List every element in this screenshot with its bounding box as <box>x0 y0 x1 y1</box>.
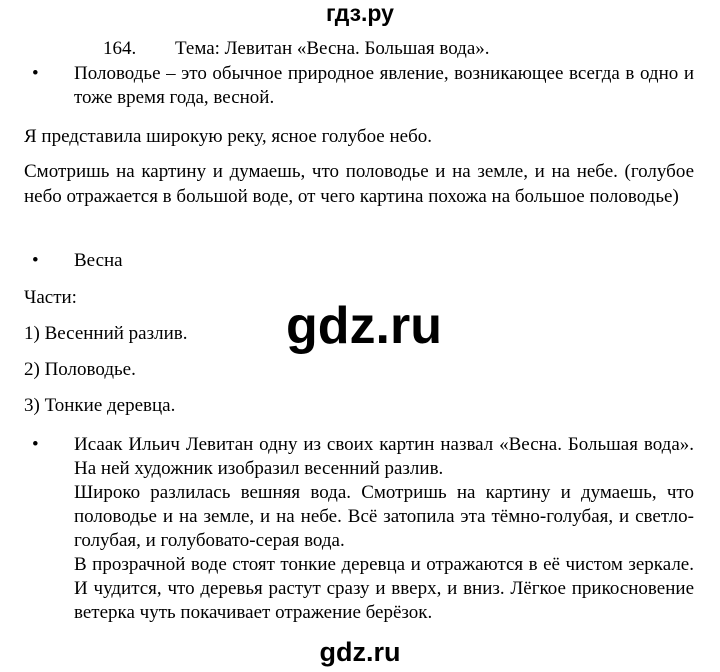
bullet-text-levitan-3: В прозрачной воде стоят тонкие деревца и отражаются в её чистом зеркале. И чудится, что деревья растут сразу и вверх, и вниз. Лёгкое прикосновение ветерка чуть покачивает отражение берёзок. <box>74 554 694 623</box>
bullet-dot-icon: • <box>32 434 39 455</box>
parts-item-2: 2) Половодье. <box>24 359 136 380</box>
paragraph-imagined: Я представила широкую реку, ясное голубое небо. <box>24 126 432 147</box>
bullet-text-levitan-1: Исаак Ильич Левитан одну из своих картин назвал «Весна. Большая вода». На ней художник изобразил весенний разлив. <box>74 434 694 479</box>
parts-item-1: 1) Весенний разлив. <box>24 323 188 344</box>
bullet-dot-icon: • <box>32 63 39 84</box>
paragraph-looking: Смотришь на картину и думаешь, что половодье и на земле, и на небе. (голубое небо отражается в большой воде, от чего картина похожа на большое половодье) <box>24 161 694 207</box>
watermark-middle: gdz.ru <box>286 297 442 355</box>
watermark-bottom: gdz.ru <box>319 637 401 667</box>
bullet-text-spring: Весна <box>74 250 123 271</box>
site-header: гдз.ру <box>326 0 394 26</box>
task-topic: Тема: Левитан «Весна. Большая вода». <box>175 38 490 59</box>
bullet-text-definition: Половодье – это обычное природное явление, возникающее всегда в одно и тоже время года, весной. <box>74 63 694 108</box>
parts-heading: Части: <box>24 287 77 308</box>
task-title <box>103 38 490 60</box>
bullet-dot-icon: • <box>32 250 39 271</box>
task-number: 164. <box>103 38 137 59</box>
bullet-text-levitan-2: Широко разлилась вешняя вода. Смотришь на картину и думаешь, что половодье и на земле, и на небе. Всё затопила эта тёмно-голубая, и светло-голубая, и голубовато-серая вода. <box>74 482 694 551</box>
parts-item-3: 3) Тонкие деревца. <box>24 395 176 416</box>
